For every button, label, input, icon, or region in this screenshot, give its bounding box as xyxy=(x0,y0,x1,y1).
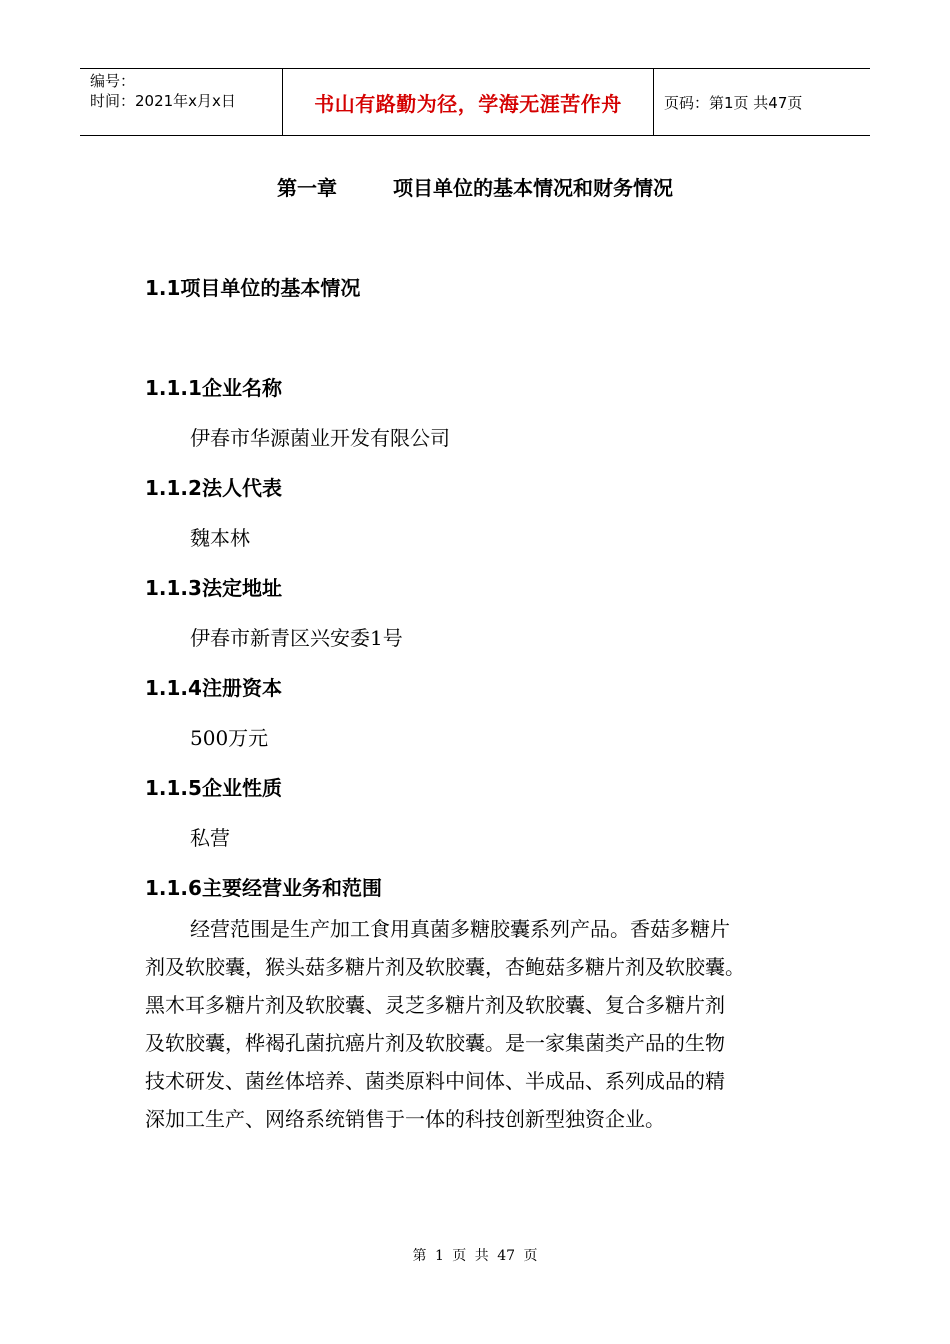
page-info: 页码：第1页 共47页 xyxy=(664,93,803,112)
header-motto-cell xyxy=(282,69,654,135)
item-value-address: 伊春市新青区兴安委1号 xyxy=(190,626,403,650)
number-label: 编号： xyxy=(90,72,136,90)
header-page-cell xyxy=(654,69,870,135)
page-footer: 第 1 页 共 47 页 xyxy=(412,1248,538,1264)
item-heading-company-name: 1.1.1企业名称 xyxy=(145,376,282,400)
section-heading: 1.1项目单位的基本情况 xyxy=(145,276,361,300)
chapter-number: 第一章 xyxy=(277,176,337,200)
item-heading-nature: 1.1.5企业性质 xyxy=(145,776,282,800)
item-value-company-name: 伊春市华源菌业开发有限公司 xyxy=(190,426,450,450)
item-heading-legal-rep: 1.1.2法人代表 xyxy=(145,476,282,500)
item-heading-business: 1.1.6主要经营业务和范围 xyxy=(145,876,382,900)
chapter-name: 项目单位的基本情况和财务情况 xyxy=(393,176,673,200)
header-table xyxy=(80,68,870,136)
time-label: 时间：2021年x月x日 xyxy=(90,92,236,110)
item-value-nature: 私营 xyxy=(190,826,230,850)
item-heading-capital: 1.1.4注册资本 xyxy=(145,676,282,700)
paragraph-line: 技术研发、菌丝体培养、菌类原料中间体、半成品、系列成品的精 xyxy=(145,1069,725,1093)
item-value-capital: 500万元 xyxy=(190,726,269,750)
paragraph-line: 黑木耳多糖片剂及软胶囊、灵芝多糖片剂及软胶囊、复合多糖片剂 xyxy=(145,993,725,1017)
item-heading-address: 1.1.3法定地址 xyxy=(145,576,282,600)
business-paragraph xyxy=(145,910,825,1138)
paragraph-line: 深加工生产、网络系统销售于一体的科技创新型独资企业。 xyxy=(145,1107,665,1131)
item-value-legal-rep: 魏本林 xyxy=(190,526,250,550)
paragraph-line: 经营范围是生产加工食用真菌多糖胶囊系列产品。香菇多糖片 xyxy=(190,917,730,941)
motto-text: 书山有路勤为径，学海无涯苦作舟 xyxy=(314,91,622,116)
paragraph-line: 剂及软胶囊，猴头菇多糖片剂及软胶囊，杏鲍菇多糖片剂及软胶囊。 xyxy=(145,955,745,979)
chapter-title xyxy=(0,172,950,201)
paragraph-line: 及软胶囊，桦褐孔菌抗癌片剂及软胶囊。是一家集菌类产品的生物 xyxy=(145,1031,725,1055)
header-meta-cell xyxy=(80,69,282,135)
